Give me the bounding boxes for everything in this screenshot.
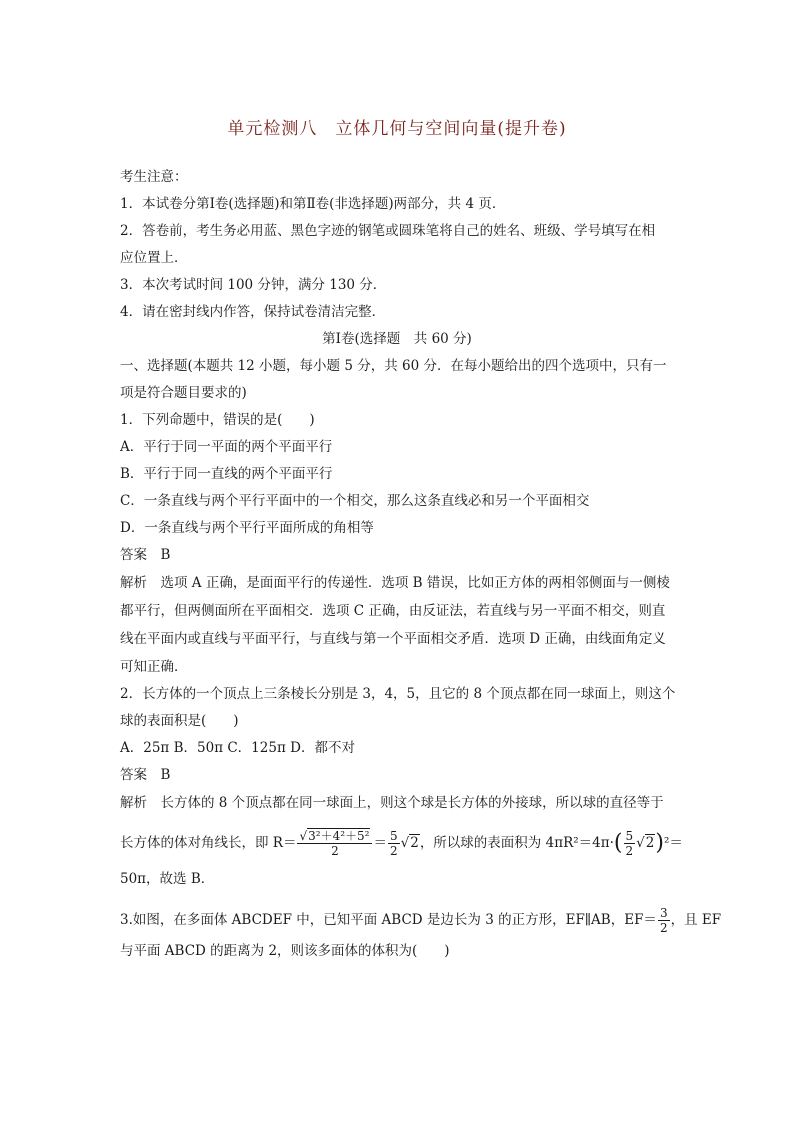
q2-analysis-text: ，所以球的表面积为 4πR²＝4π· xyxy=(419,835,614,851)
ef-fraction xyxy=(658,906,670,935)
note-line: 1．本试卷分第Ⅰ卷(选择题)和第Ⅱ卷(非选择题)两部分，共 4 页． xyxy=(120,196,506,212)
q1-analysis-line: 解析 选项 A 正确，是面面平行的传递性．选项 B 错误，比如正方体的两相邻侧面与一侧棱 xyxy=(120,575,670,591)
left-paren: ( xyxy=(613,830,623,856)
notes-header: 考生注意： xyxy=(120,169,188,185)
equals-sign: ＝ xyxy=(373,835,387,851)
document-title: 单元检测八 立体几何与空间向量(提升卷) xyxy=(227,119,567,139)
sqrt-two: √2 xyxy=(400,835,419,851)
q2-analysis-text: 长方体的体对角线长，即 R＝ xyxy=(120,835,297,851)
note-line: 4．请在密封线内作答，保持试卷清洁完整． xyxy=(120,304,386,320)
fraction-numerator: 5 xyxy=(389,829,398,843)
q2-analysis-formula-line xyxy=(120,828,683,859)
q1-option-c: C．一条直线与两个平行平面中的一个相交，那么这条直线必和另一个平面相交 xyxy=(120,493,590,509)
q3-stem-text: 3.如图，在多面体 ABCDEF 中，已知平面 ABCD 是边长为 3 的正方形，EF∥AB，EF＝ xyxy=(120,912,657,928)
q2-stem-line: 球的表面积是( ) xyxy=(120,713,239,729)
q2-options: A．25π B．50π C．125π D．都不对 xyxy=(120,740,355,756)
five-halves-fraction xyxy=(388,829,400,858)
q2-stem-line: 2．长方体的一个顶点上三条棱长分别是 3，4，5，且它的 8 个顶点都在同一球面上，则这个 xyxy=(120,686,676,702)
fraction-denominator: 2 xyxy=(389,844,398,858)
q1-option-b: B．平行于同一直线的两个平面平行 xyxy=(120,466,333,482)
radicand: 3²＋4²＋5² xyxy=(308,829,370,843)
q2-analysis-line: 解析 长方体的 8 个顶点都在同一球面上，则这个球是长方体的外接球，所以球的直径等于 xyxy=(120,795,664,811)
fraction-denominator: 2 xyxy=(331,844,339,858)
q1-analysis-line: 可知正确． xyxy=(120,659,188,675)
note-line: 3．本次考试时间 100 分钟，满分 130 分． xyxy=(120,277,387,293)
sqrt-two: √2 xyxy=(636,835,655,851)
part-intro-line: 项是符合题目要求的) xyxy=(120,385,247,401)
fraction-numerator: 5 xyxy=(625,829,634,843)
part-intro-line: 一、选择题(本题共 12 小题，每小题 5 分，共 60 分．在每小题给出的四个选项中，只有一 xyxy=(120,358,667,374)
fraction-denominator: 2 xyxy=(625,844,634,858)
square-tail: ²＝ xyxy=(663,835,683,851)
fraction-numerator: 3 xyxy=(659,906,668,920)
q3-stem-line: 与平面 ABCD 的距离为 2，则该多面体的体积为( ) xyxy=(120,943,450,959)
q1-stem: 1．下列命题中，错误的是( ) xyxy=(120,412,315,428)
note-line: 2．答卷前，考生务必用蓝、黑色字迹的钢笔或圆珠笔将自己的姓名、班级、学号填写在相 xyxy=(120,223,656,239)
q1-option-a: A．平行于同一平面的两个平面平行 xyxy=(120,439,333,455)
q1-answer: 答案 B xyxy=(120,547,171,563)
right-paren: ) xyxy=(655,830,664,856)
q2-analysis-line: 50π，故选 B． xyxy=(120,871,215,887)
radical-fraction xyxy=(297,829,372,858)
q3-stem-line xyxy=(120,905,721,935)
q1-analysis-line: 线在平面内或直线与平面平行，与直线与第一个平面相交矛盾．选项 D 正确，由线面角定义 xyxy=(120,631,666,647)
fraction-denominator: 2 xyxy=(659,921,668,935)
fraction-numerator: √3²＋4²＋5² xyxy=(297,829,372,844)
note-line: 应位置上． xyxy=(120,250,188,266)
five-halves-fraction xyxy=(624,829,636,858)
q1-option-d: D．一条直线与两个平行平面所成的角相等 xyxy=(120,520,374,536)
q2-answer: 答案 B xyxy=(120,767,171,783)
q1-analysis-line: 都平行，但两侧面所在平面相交．选项 C 正确，由反证法，若直线与另一平面不相交，则直 xyxy=(120,603,666,619)
section-title: 第Ⅰ卷(选择题 共 60 分) xyxy=(322,331,472,347)
q3-stem-text: ，且 EF xyxy=(670,912,722,928)
